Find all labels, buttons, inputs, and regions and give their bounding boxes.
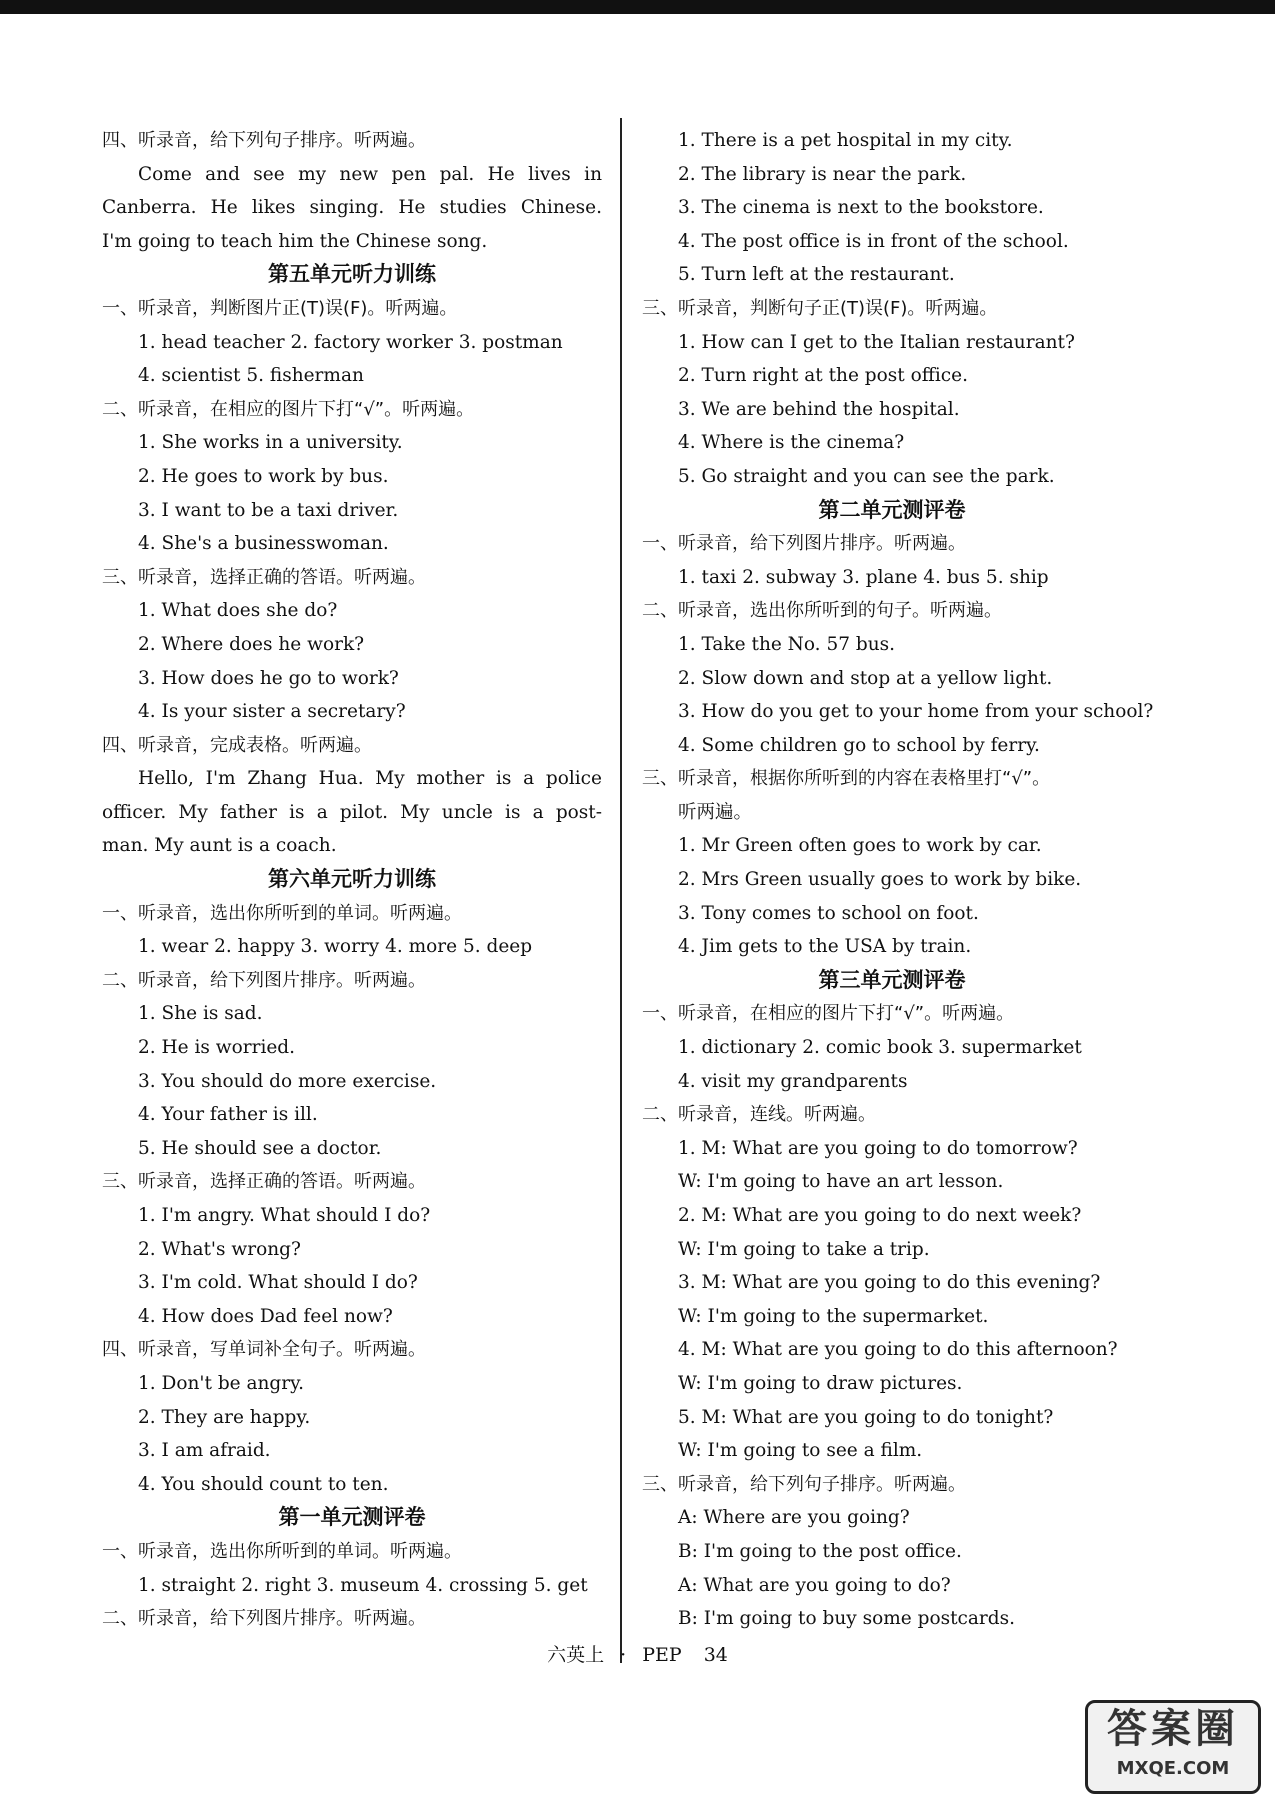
right-text-line: 1. taxi 2. subway 3. plane 4. bus 5. ship [678, 566, 1049, 588]
left-text-line: 4. scientist 5. fisherman [138, 365, 364, 387]
right-text-line: 1. Mr Green often goes to work by car. [678, 835, 1042, 857]
right-text-line: W: I'm going to take a trip. [678, 1238, 930, 1260]
right-text-line: 2. M: What are you going to do next week? [678, 1205, 1082, 1226]
right-text-line: 3. How do you get to your home from your school? [678, 701, 1154, 723]
right-text-line: 1. How can I get to the Italian restaurant? [678, 331, 1075, 353]
right-text-line: 3. We are behind the hospital. [678, 398, 960, 420]
left-text-line: 2. He goes to work by bus. [138, 465, 389, 487]
left-section-title: 四、听录音，写单词补全句子。听两遍。 [102, 1339, 426, 1361]
right-text-line: W: I'm going to draw pictures. [678, 1372, 963, 1394]
left-text-line: 4. How does Dad feel now? [138, 1305, 393, 1327]
right-section-title: 三、听录音，给下列句子排序。听两遍。 [642, 1473, 966, 1495]
left-text-line: 4. Your father is ill. [138, 1104, 318, 1126]
left-text-line: 1. What does she do? [138, 600, 338, 622]
footer-dot: · [620, 1644, 627, 1666]
left-section-title: 一、听录音，选出你所听到的单词。听两遍。 [102, 1540, 462, 1562]
left-section-title: 三、听录音，选择正确的答语。听两遍。 [102, 1171, 426, 1193]
watermark-bottom: MXQE.COM [1116, 1758, 1230, 1779]
right-text-line: 2. Turn right at the post office. [678, 365, 968, 387]
right-section-title: 三、听录音，根据你所听到的内容在表格里打“√”。 [642, 768, 1051, 790]
left-text-line: officer. My father is a pilot. My uncle is a post- [102, 801, 602, 823]
right-text-line: B: I'm going to buy some postcards. [678, 1608, 1015, 1630]
left-section-title: 四、听录音，完成表格。听两遍。 [102, 734, 372, 756]
right-text-line: 3. The cinema is next to the bookstore. [678, 197, 1044, 219]
right-text-line: 1. There is a pet hospital in my city. [678, 130, 1013, 151]
right-section-title: 一、听录音，在相应的图片下打“√”。听两遍。 [642, 1003, 1015, 1025]
right-text-line: A: Where are you going? [678, 1507, 910, 1529]
left-text-line: 1. straight 2. right 3. museum 4. crossing 5. get [138, 1574, 588, 1596]
left-text-line: 3. I'm cold. What should I do? [138, 1272, 418, 1294]
left-text-line: 2. He is worried. [138, 1037, 296, 1059]
left-section-title: 二、听录音，给下列图片排序。听两遍。 [102, 969, 426, 991]
left-text-line: 3. I want to be a taxi driver. [138, 499, 399, 521]
right-text-line: 5. Turn left at the restaurant. [678, 264, 955, 286]
left-text-line: 1. She is sad. [138, 1003, 263, 1025]
left-text-line: 1. I'm angry. What should I do? [138, 1205, 431, 1226]
left-text-line: 2. What's wrong? [138, 1238, 301, 1260]
right-text-line: 1. Take the No. 57 bus. [678, 633, 895, 655]
page-footer [0, 1640, 1275, 1667]
right-text-line: 4. Jim gets to the USA by train. [678, 936, 972, 958]
column-divider [620, 118, 622, 1663]
watermark-top: 答案圈 [1107, 1706, 1239, 1752]
right-text-line: 2. The library is near the park. [678, 163, 967, 185]
right-text-line: 4. Some children go to school by ferry. [678, 734, 1040, 756]
right-text-line: B: I'm going to the post office. [678, 1540, 962, 1562]
right-text-line: W: I'm going to see a film. [678, 1440, 923, 1462]
watermark-logo [1085, 1700, 1261, 1794]
right-text-line: 3. Tony comes to school on foot. [678, 902, 979, 924]
right-text-line: 4. visit my grandparents [678, 1070, 908, 1092]
left-text-line: 3. I am afraid. [138, 1440, 271, 1462]
right-text-line: 3. M: What are you going to do this evening? [678, 1272, 1101, 1294]
left-heading: 第六单元听力训练 [268, 867, 436, 892]
right-text-line: W: I'm going to the supermarket. [678, 1305, 989, 1327]
right-section-title: 二、听录音，选出你所听到的句子。听两遍。 [642, 600, 1002, 622]
left-text-line: 4. You should count to ten. [138, 1473, 389, 1495]
right-text-line: 5. M: What are you going to do tonight? [678, 1406, 1054, 1428]
top-border [0, 0, 1275, 14]
right-column [642, 124, 1154, 1636]
left-text-line: I'm going to teach him the Chinese song. [102, 230, 488, 252]
right-text-line: 2. Slow down and stop at a yellow light. [678, 667, 1053, 689]
left-text-line: 2. Where does he work? [138, 633, 365, 655]
left-text-line: 2. They are happy. [138, 1406, 311, 1428]
page-number: 34 [703, 1644, 728, 1666]
left-text-line: Come and see my new pen pal. He lives in [138, 163, 602, 185]
left-text-line: 3. You should do more exercise. [138, 1070, 437, 1092]
left-section-title: 四、听录音，给下列句子排序。听两遍。 [102, 130, 426, 151]
right-text-line: 1. dictionary 2. comic book 3. supermarket [678, 1037, 1082, 1059]
left-text-line: Hello, I'm Zhang Hua. My mother is a police [138, 768, 602, 790]
left-column [102, 124, 602, 1636]
left-text-line: man. My aunt is a coach. [102, 835, 337, 857]
right-text-line: 听两遍。 [678, 801, 753, 823]
left-text-line: 1. wear 2. happy 3. worry 4. more 5. deep [138, 936, 533, 958]
right-heading: 第三单元测评卷 [818, 967, 966, 992]
right-text-line: 1. M: What are you going to do tomorrow? [678, 1137, 1078, 1159]
right-text-line: A: What are you going to do? [678, 1574, 951, 1596]
left-section-title: 一、听录音，判断图片正(T)误(F)。听两遍。 [102, 297, 458, 319]
left-heading: 第一单元测评卷 [278, 1505, 426, 1530]
footer-series: PEP [642, 1644, 682, 1666]
left-section-title: 二、听录音，给下列图片排序。听两遍。 [102, 1608, 426, 1630]
left-text-line: 4. She's a businesswoman. [138, 533, 389, 555]
right-section-title: 二、听录音，连线。听两遍。 [642, 1104, 876, 1126]
right-section-title: 三、听录音，判断句子正(T)误(F)。听两遍。 [642, 297, 998, 319]
left-heading: 第五单元听力训练 [268, 262, 436, 287]
left-text-line: Canberra. He likes singing. He studies Chinese. [102, 197, 602, 219]
footer-book: 六英上 [547, 1644, 605, 1666]
right-text-line: 4. M: What are you going to do this afternoon? [678, 1339, 1118, 1361]
left-text-line: 5. He should see a doctor. [138, 1137, 382, 1159]
right-text-line: 4. The post office is in front of the school. [678, 230, 1069, 252]
right-text-line: 4. Where is the cinema? [678, 432, 905, 454]
right-text-line: W: I'm going to have an art lesson. [678, 1171, 1004, 1193]
right-section-title: 一、听录音，给下列图片排序。听两遍。 [642, 533, 966, 555]
right-text-line: 5. Go straight and you can see the park. [678, 465, 1055, 487]
left-text-line: 4. Is your sister a secretary? [138, 701, 406, 723]
left-text-line: 1. Don't be angry. [138, 1372, 304, 1394]
left-text-line: 3. How does he go to work? [138, 667, 399, 689]
left-text-line: 1. She works in a university. [138, 432, 403, 454]
left-text-line: 1. head teacher 2. factory worker 3. postman [138, 331, 563, 353]
right-heading: 第二单元测评卷 [818, 497, 966, 522]
left-section-title: 一、听录音，选出你所听到的单词。听两遍。 [102, 902, 462, 924]
left-section-title: 三、听录音，选择正确的答语。听两遍。 [102, 566, 426, 588]
left-section-title: 二、听录音，在相应的图片下打“√”。听两遍。 [102, 398, 475, 420]
right-text-line: 2. Mrs Green usually goes to work by bike. [678, 869, 1082, 891]
